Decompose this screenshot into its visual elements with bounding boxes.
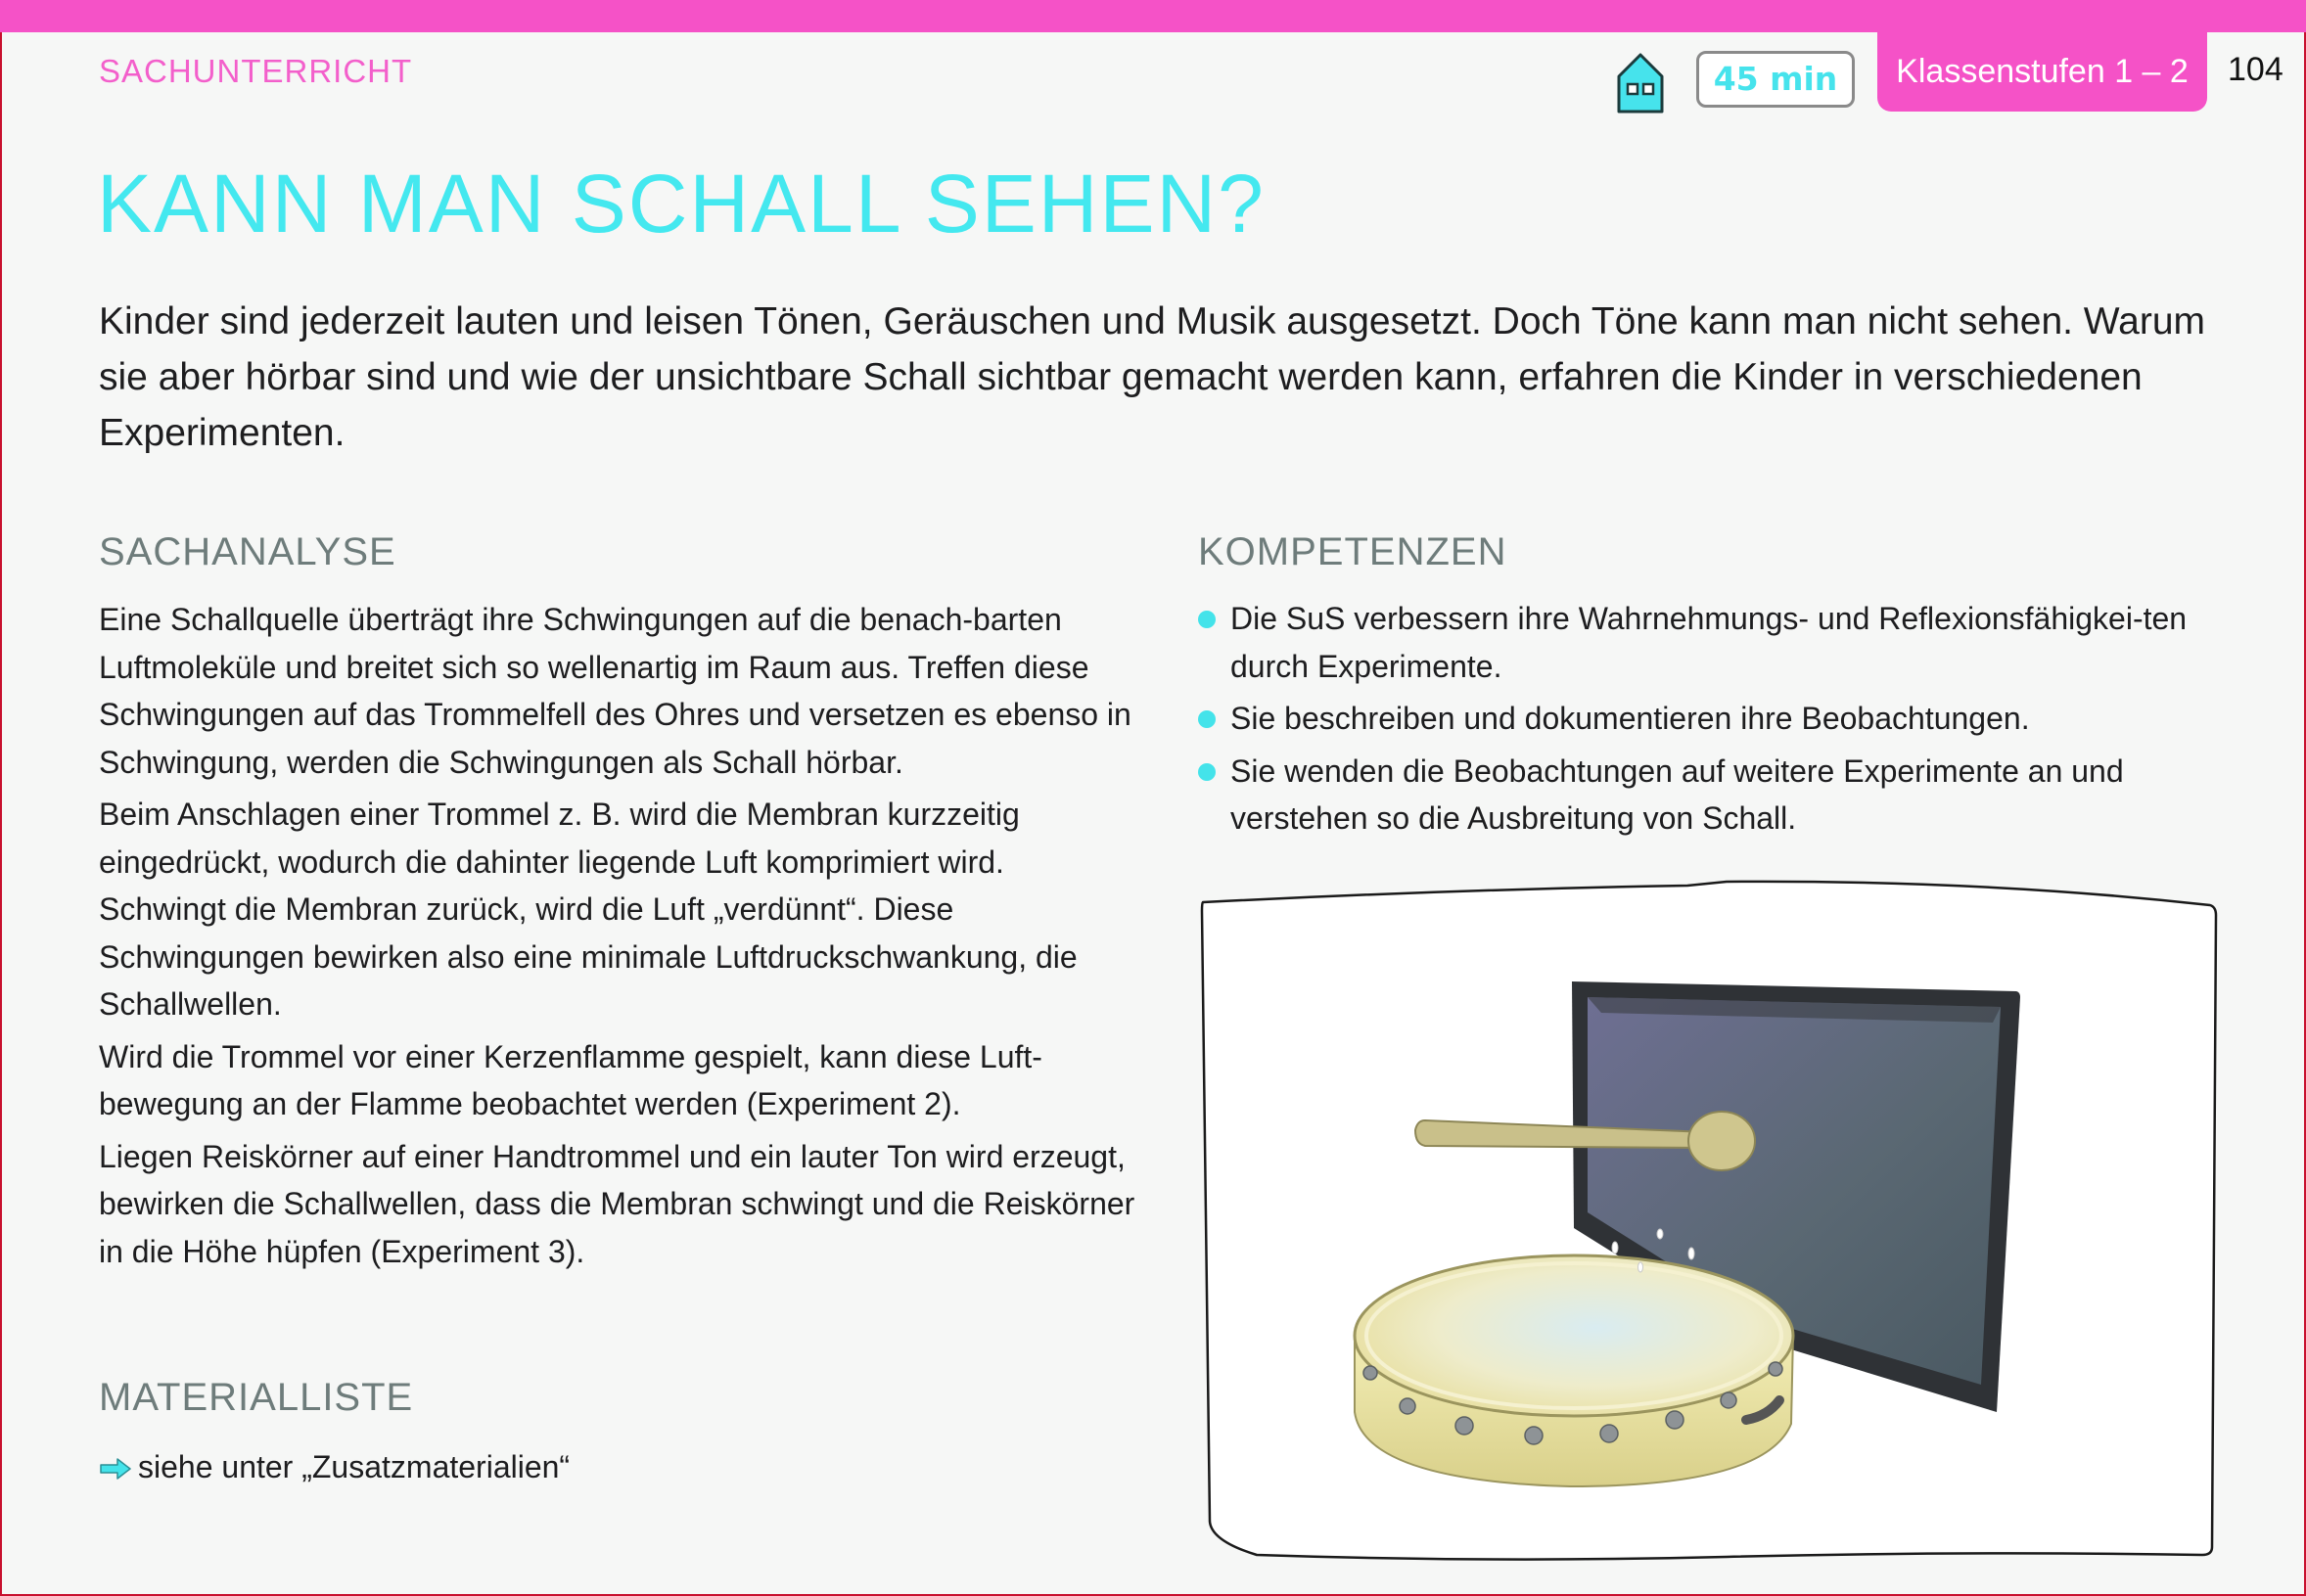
list-item-text: Die SuS verbessern ihre Wahrnehmungs- und Reflexionsfähigkei-ten durch Experimente. (1230, 601, 2188, 684)
subject-label: SACHUNTERRICHT (99, 53, 413, 89)
duration-badge: 45 min (1696, 51, 1855, 108)
list-item (1198, 595, 2216, 690)
materialliste-heading: MATERIALLISTE (99, 1376, 414, 1419)
material-item-text: siehe unter „Zusatzmaterialien“ (138, 1449, 571, 1484)
house-icon (1615, 51, 1666, 114)
kompetenzen-list (1198, 595, 2216, 847)
top-color-bar (0, 0, 2306, 32)
sachanalyse-paragraph: Wird die Trommel vor einer Kerzenflamme gespielt, kann diese Luft-bewegung an der Flamme beobachtet werden (Experiment 2). (99, 1038, 1042, 1121)
list-item-text: Sie beschreiben und dokumentieren ihre Beobachtungen. (1230, 701, 2030, 736)
bullet-icon (1198, 611, 1216, 628)
kompetenzen-heading: KOMPETENZEN (1198, 530, 1507, 573)
sachanalyse-heading: SACHANALYSE (99, 530, 396, 573)
list-item (1198, 748, 2216, 843)
sachanalyse-paragraph: Eine Schallquelle überträgt ihre Schwingungen auf die benach-barten Luftmoleküle und breitet sich so wellenartig im Raum aus. Treffen diese Schwingungen auf das Trommelfell des Ohres und versetzen es ebenso in Schwingung, werden die Schwingungen als Schall hörbar. (99, 602, 1131, 780)
page-number: 104 (2228, 51, 2283, 88)
arrow-right-icon (99, 1456, 132, 1482)
bullet-icon (1198, 710, 1216, 728)
page-title: KANN MAN SCHALL SEHEN? (97, 158, 1266, 250)
list-item (1198, 695, 2216, 743)
material-item (99, 1443, 570, 1490)
sachanalyse-paragraph: Liegen Reiskörner auf einer Handtrommel und ein lauter Ton wird erzeugt, bewirken die Schallwellen, dass die Membran schwingt und die Reiskörner in die Höhe hüpfen (Experiment 3). (99, 1138, 1135, 1269)
drum-and-chalkboard-illustration (1198, 876, 2218, 1567)
sachanalyse-paragraph: Beim Anschlagen einer Trommel z. B. wird die Membran kurzzeitig eingedrückt, wodurch die dahinter liegende Luft komprimiert wird. Schwingt die Membran zurück, wird die Luft „verdünnt“. Diese Schwingungen bewirken also eine minimale Luftdruckschwankung, die Schallwellen. (99, 797, 1078, 1022)
intro-paragraph: Kinder sind jederzeit lauten und leisen Tönen, Geräuschen und Musik ausgesetzt. Doch Töne kann man nicht sehen. Warum sie aber hörbar sind und wie der unsichtbare Schall sichtbar gemacht werden kann, erfahren die Kinder in verschiedenen Experimenten. (99, 300, 2206, 454)
list-item-text: Sie wenden die Beobachtungen auf weitere Experimente an und verstehen so die Ausbreitung von Schall. (1230, 752, 2124, 836)
sachanalyse-body (99, 596, 1136, 1280)
grade-level-tab: Klassenstufen 1 – 2 (1877, 29, 2207, 112)
bullet-icon (1198, 763, 1216, 781)
